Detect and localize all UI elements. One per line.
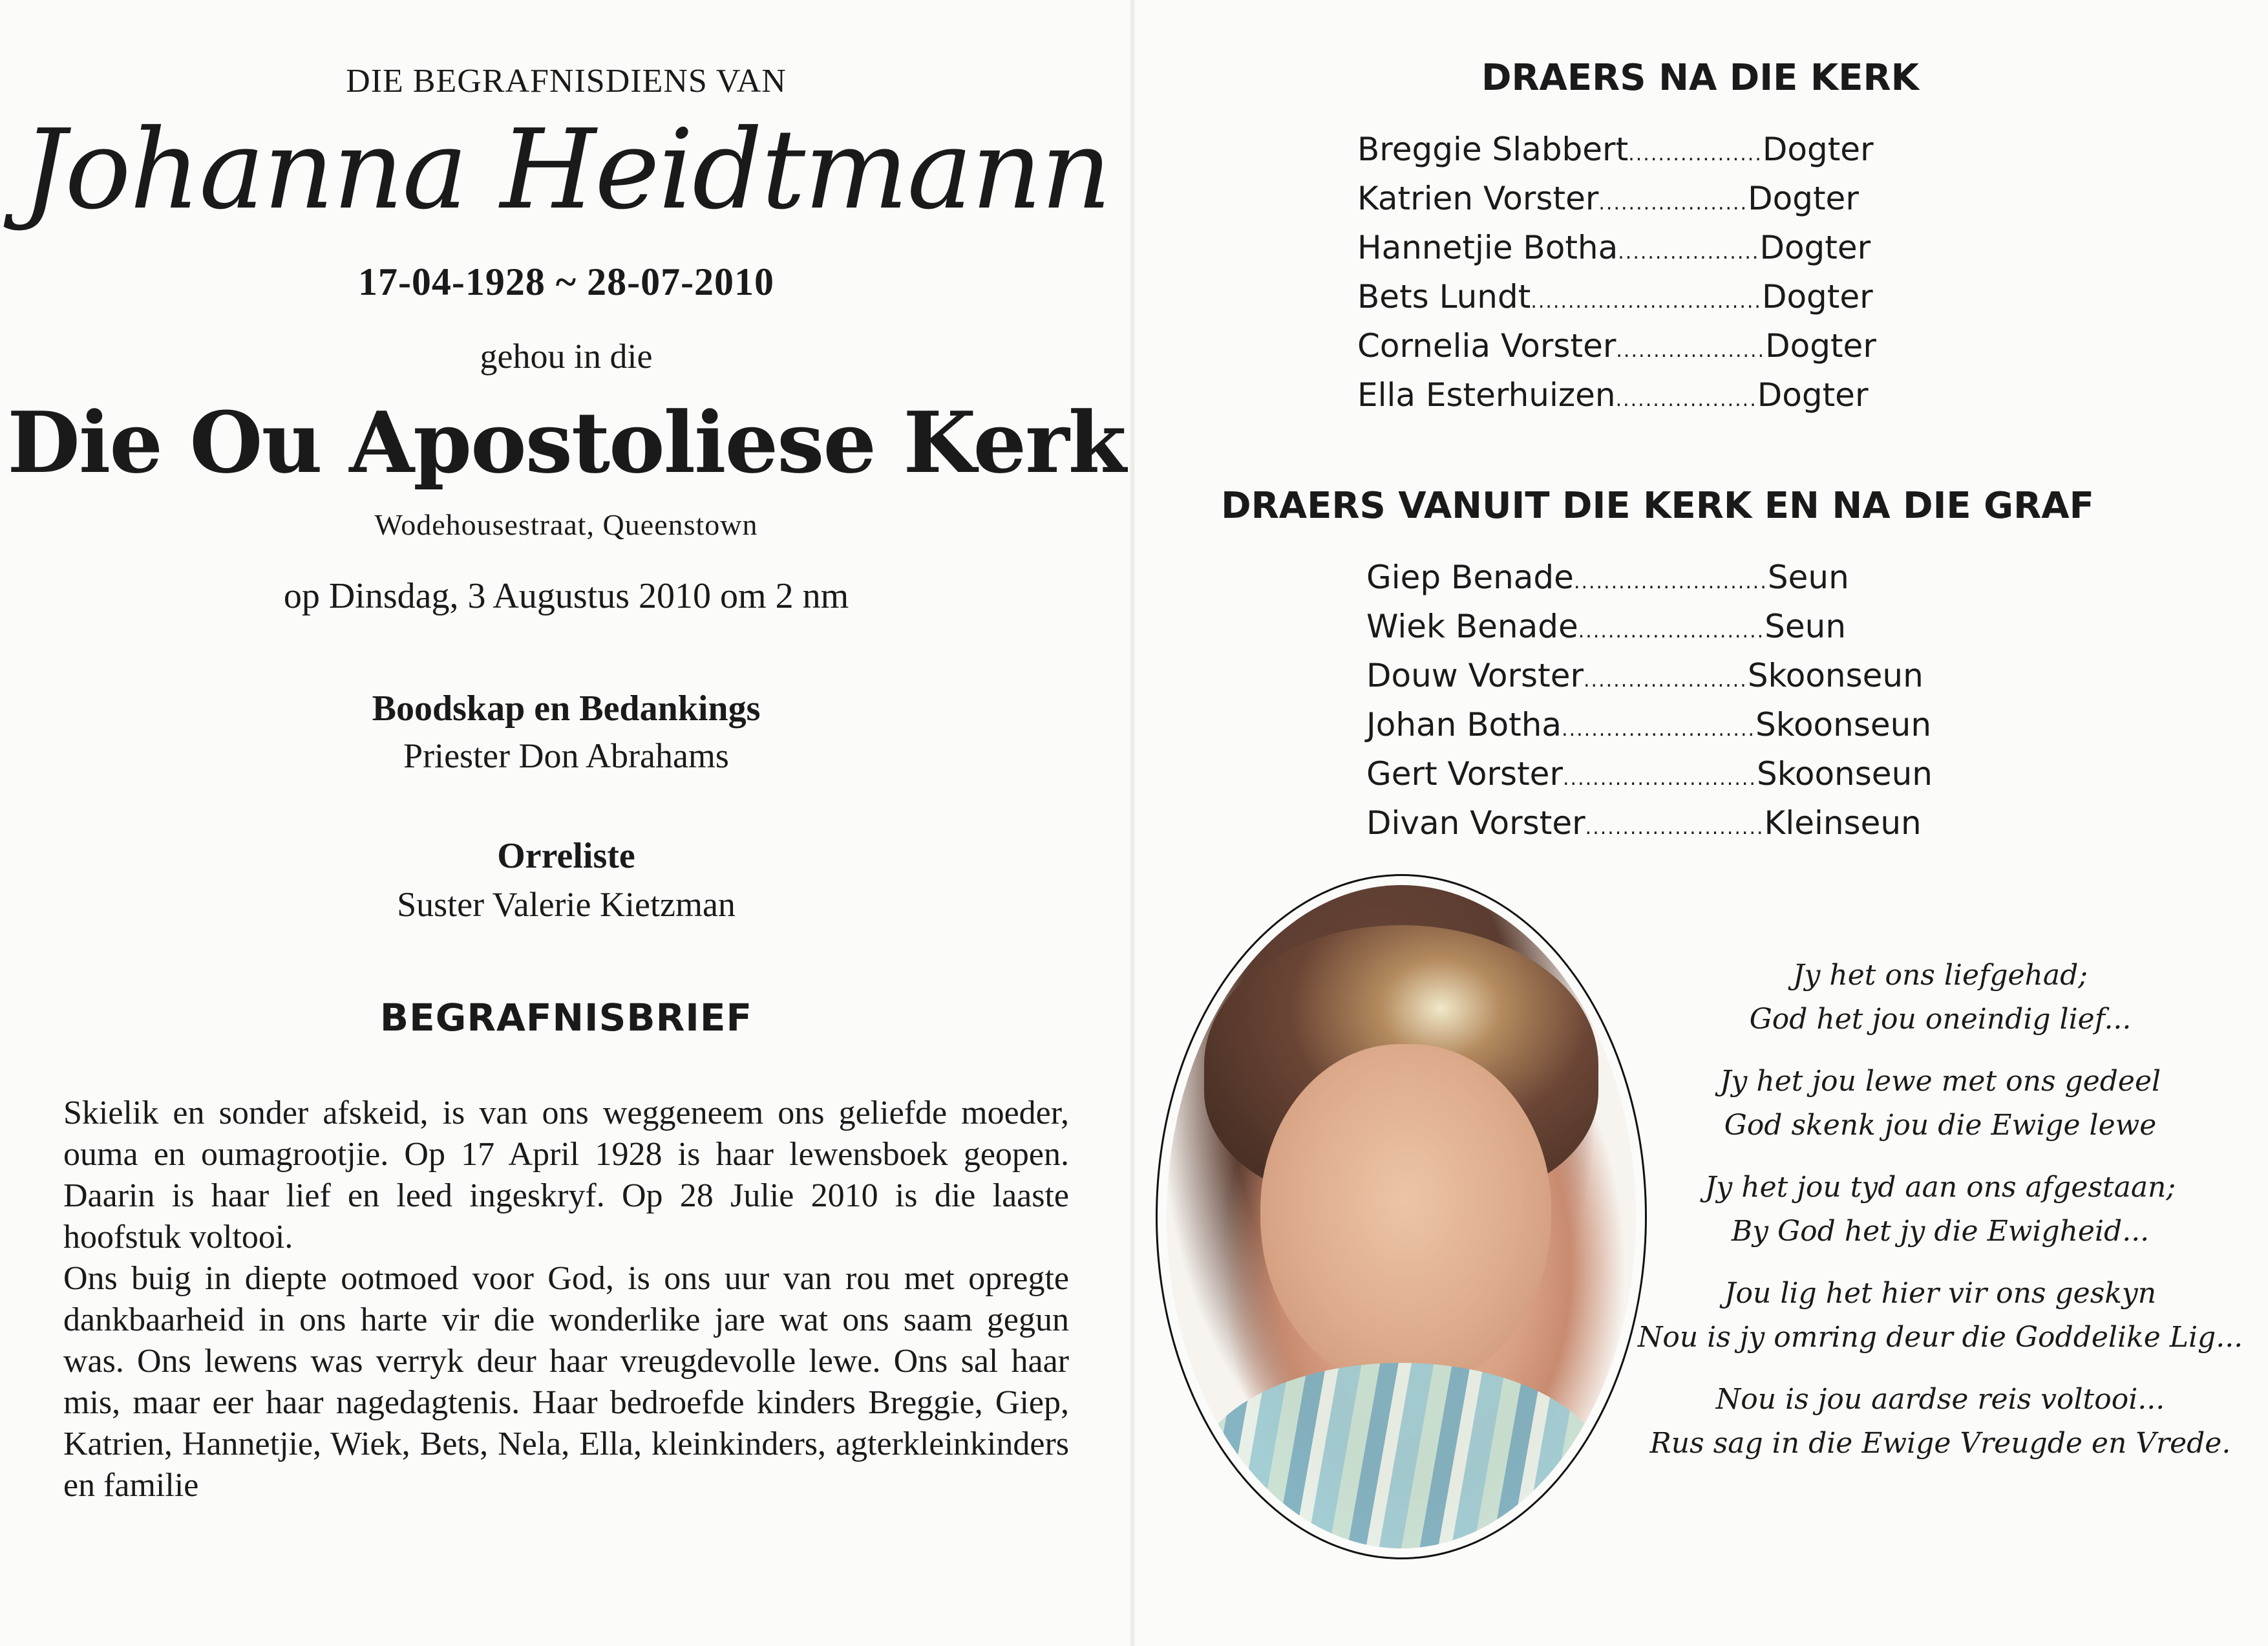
held-in-label: gehou in die	[480, 337, 653, 376]
list-item: Wiek Benade ......................... Seun	[1366, 608, 1847, 645]
funeral-letter-title: BEGRAFNISBRIEF	[379, 996, 753, 1040]
poem-stanza	[1630, 1272, 2251, 1360]
service-kicker: DIE BEGRAFNISDIENS VAN	[346, 63, 787, 100]
letter-paragraph: Ons buig in diepte ootmoed voor God, is ons uur van rou met opregte dankbaarheid in ons harte vir die wonderlike jare wat ons saam gegun was. Ons lewens was verryk deur haar vreugdevolle lewe. Ons sal haar mis, maar eer haar nagedagtenis. Haar bedroefde kinders Breggie, Giep, Katrien, Hannetjie, Wiek, Bets, Nela, Ella, kleinkinders, agterkleinkinders en familie	[63, 1260, 1069, 1504]
list-item: Katrien Vorster .................... Dogter	[1357, 180, 1859, 217]
message-person: Priester Don Abrahams	[403, 736, 729, 775]
list-item: Hannetjie Botha ................... Dogter	[1357, 229, 1871, 266]
poem-line: Nou is jy omring deur die Goddelike Lig...	[1637, 1321, 2243, 1354]
pallbearers-to-church-list	[1357, 131, 1876, 425]
life-dates: 17-04-1928 ~ 28-07-2010	[357, 261, 775, 303]
church-name: Die Ou Apostoliese Kerk	[7, 393, 1125, 492]
list-item: Douw Vorster ...................... Skoonseun	[1366, 657, 1924, 694]
poem-line: Jy het ons liefgehad;	[1792, 959, 2088, 992]
message-heading: Boodskap en Bedankings	[372, 689, 761, 729]
church-address: Wodehousestraat, Queenstown	[374, 508, 758, 541]
list-item: Ella Esterhuizen ................... Dogter	[1357, 376, 1869, 414]
organist-person: Suster Valerie Kietzman	[397, 885, 736, 924]
list-item: Cornelia Vorster .................... Dogter	[1357, 327, 1876, 365]
list-item: Gert Vorster .......................... Skoonseun	[1366, 755, 1933, 793]
list-item: Johan Botha .......................... Skoonseun	[1366, 706, 1932, 743]
left-panel	[0, 0, 1132, 1646]
right-panel	[1132, 0, 2268, 1646]
funeral-letter	[63, 1093, 1069, 1506]
organist-heading: Orreliste	[497, 836, 635, 876]
poem-line: Jy het jou tyd aan ons afgestaan;	[1704, 1171, 2176, 1204]
poem-stanza	[1630, 1166, 2251, 1254]
poem-line: By God het jy die Ewigheid...	[1731, 1215, 2150, 1248]
deceased-name: Johanna Heidtmann	[22, 106, 1110, 234]
poem-line: Nou is jou aardse reis voltooi...	[1715, 1383, 2165, 1416]
pallbearers-to-church-title: DRAERS NA DIE KERK	[1481, 57, 1920, 99]
poem-line: God skenk jou die Ewige lewe	[1724, 1109, 2157, 1142]
list-item: Bets Lundt ............................... Dogter	[1357, 278, 1873, 315]
poem-stanza	[1630, 1378, 2251, 1466]
poem-line: Jy het jou lewe met ons gedeel	[1719, 1065, 2161, 1098]
letter-paragraph: Skielik en sonder afskeid, is van ons weggeneem ons geliefde moeder, ouma en oumagrootjie. Op 17 April 1928 is haar lewensboek geopen. Daarin is haar lief en leed ingeskryf. Op 28 Julie 2010 is die laaste hoofstuk voltooi.	[63, 1095, 1069, 1256]
portrait-face	[1260, 1044, 1551, 1389]
poem-line: Jou lig het hier vir ons geskyn	[1724, 1277, 2157, 1310]
portrait-photo	[1167, 885, 1636, 1548]
poem-line: God het jou oneindig lief...	[1749, 1003, 2132, 1036]
poem	[1630, 954, 2251, 1484]
poem-stanza	[1630, 954, 2251, 1042]
pallbearers-to-grave-title: DRAERS VANUIT DIE KERK EN NA DIE GRAF	[1221, 485, 2094, 527]
pallbearers-to-grave-list	[1366, 559, 1933, 853]
list-item: Giep Benade .......................... Seun	[1366, 559, 1849, 596]
poem-line: Rus sag in die Ewige Vreugde en Vrede.	[1649, 1427, 2231, 1460]
list-item: Breggie Slabbert .................. Dogter	[1357, 131, 1874, 168]
portrait-shirt	[1195, 1363, 1608, 1548]
service-datetime: op Dinsdag, 3 Augustus 2010 om 2 nm	[283, 576, 849, 616]
portrait-frame	[1156, 874, 1647, 1559]
list-item: Divan Vorster ........................ Kleinseun	[1366, 804, 1922, 842]
poem-stanza	[1630, 1060, 2251, 1148]
